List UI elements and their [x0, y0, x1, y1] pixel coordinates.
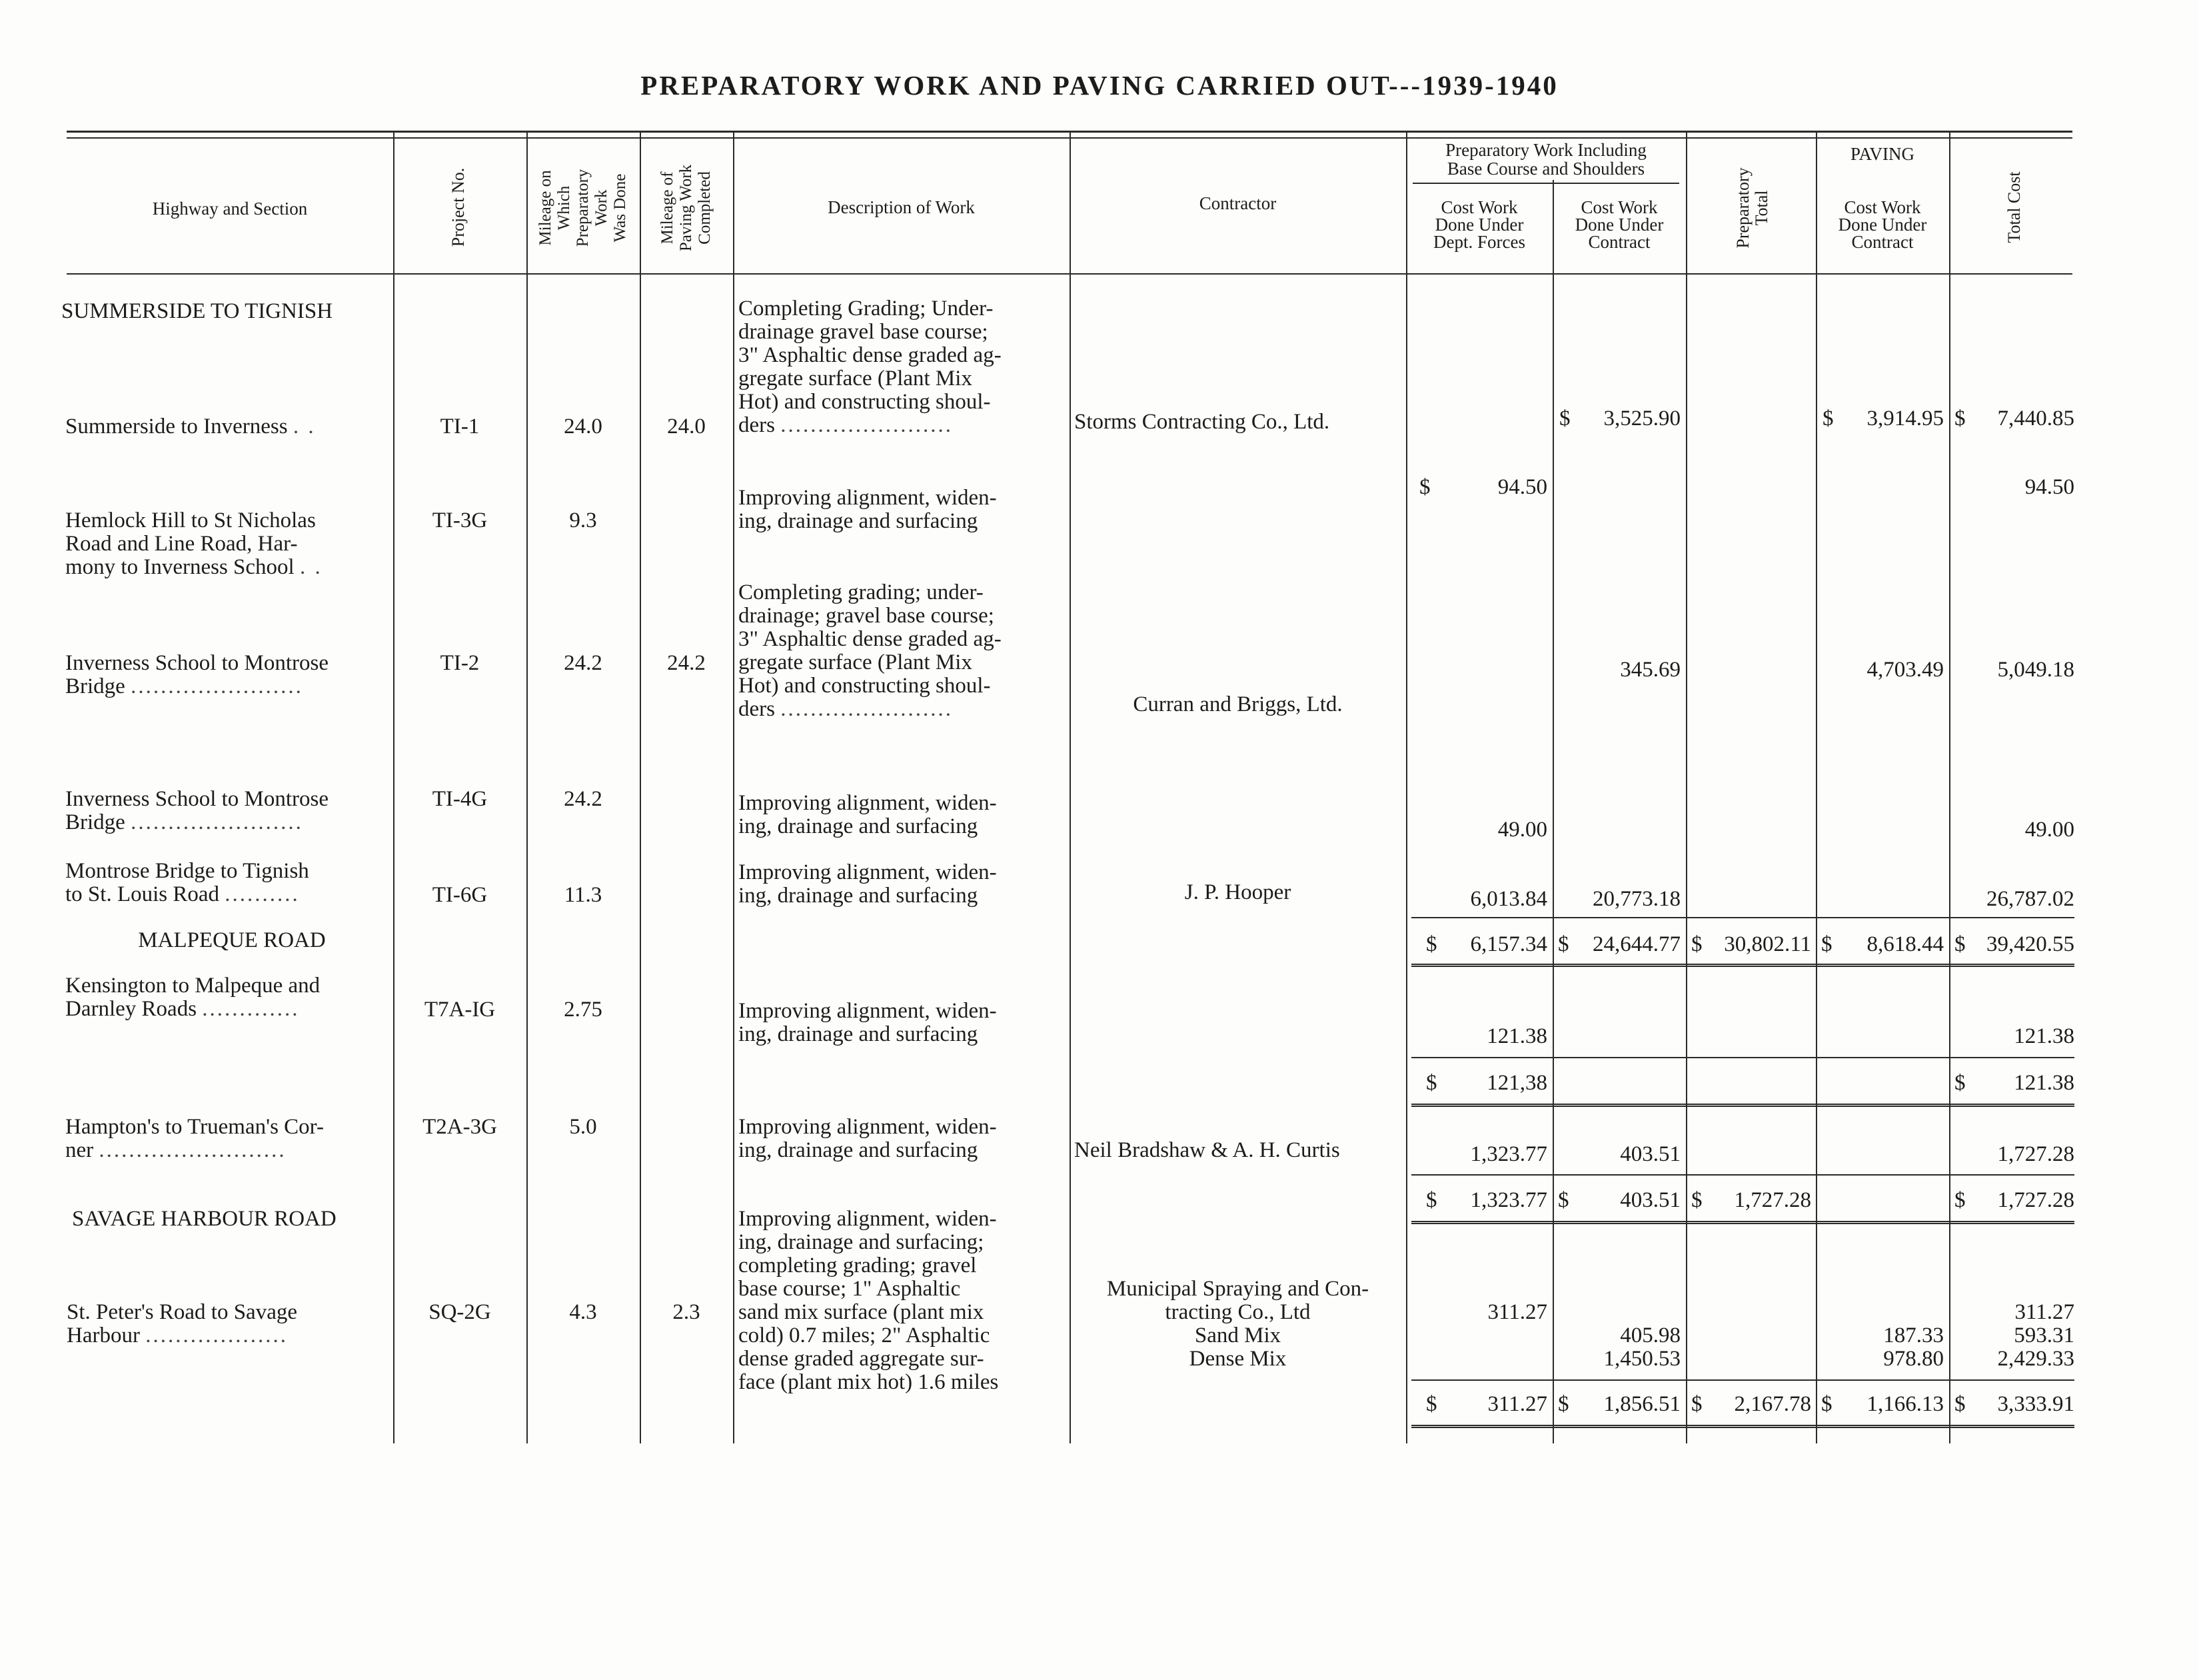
row-highway: [65, 415, 316, 438]
description-line: face (plant mix hot) 1.6 miles: [738, 1370, 999, 1394]
description-last: ders: [738, 413, 775, 437]
description-line: ing, drainage and surfacing: [738, 1022, 978, 1046]
highway-line: St. Peter's Road to Savage: [67, 1300, 297, 1324]
project-no: T7A-IG: [424, 998, 496, 1022]
mileage-prep: 24.0: [564, 415, 602, 438]
mileage-paving: 24.0: [667, 415, 706, 438]
dollar-sign: $: [1558, 1188, 1569, 1212]
leader-dots: . .: [293, 415, 316, 438]
description-line: base course; 1" Asphaltic: [738, 1277, 961, 1301]
header-paving-3: Contract: [1851, 232, 1914, 252]
header-contract-1: Cost Work: [1581, 197, 1658, 217]
leader-dots: .......................: [131, 674, 303, 698]
leader-dots: .......................: [780, 413, 953, 437]
subtotal-contract: 1,856.51: [1603, 1392, 1681, 1416]
highway-line: [65, 998, 320, 1021]
total-cost: 94.50: [2024, 475, 2074, 499]
total-cost: 5,049.18: [1997, 658, 2074, 682]
subtotal-prep-total: 1,727.28: [1734, 1188, 1811, 1212]
header-dept-3: Dept. Forces: [1433, 232, 1525, 252]
mileage-prep: 24.2: [564, 787, 602, 811]
header-mileage-prep-2: Which: [555, 185, 573, 231]
project-no: TI-1: [440, 415, 480, 438]
contractor-line: tracting Co., Ltd: [1165, 1300, 1311, 1324]
dollar-sign: $: [1954, 1392, 1966, 1416]
description-line: ing, drainage and surfacing: [738, 884, 978, 908]
cost-paving-dense: 978.80: [1883, 1347, 1944, 1371]
dollar-sign: $: [1954, 407, 1966, 430]
total-cost: 7,440.85: [1997, 407, 2074, 430]
description-line: Completing Grading; Under-: [738, 297, 994, 321]
cost-contract-sand: 405.98: [1620, 1323, 1681, 1347]
subtotal-dept: 6,157.34: [1470, 932, 1547, 956]
leader-dots: ..........: [225, 882, 300, 906]
description-line: drainage; gravel base course;: [738, 604, 994, 628]
leader-dots: .......................: [131, 810, 303, 834]
highway-line: [65, 811, 329, 834]
description-line: gregate surface (Plant Mix: [738, 650, 972, 674]
dollar-sign: $: [1821, 1392, 1832, 1416]
leader-dots: .........................: [99, 1138, 287, 1162]
description-line: gregate surface (Plant Mix: [738, 367, 972, 391]
highway-last: Darnley Roads: [65, 997, 197, 1021]
dollar-sign: $: [1426, 1071, 1437, 1095]
subtotal-dept: 121,38: [1487, 1071, 1547, 1095]
total-cost: 1,727.28: [1997, 1142, 2074, 1166]
col-divider: [1686, 131, 1687, 1443]
row-highway: [67, 1301, 297, 1347]
row-highway: [65, 788, 329, 834]
page-title: PREPARATORY WORK AND PAVING CARRIED OUT---1939-1940: [640, 70, 1559, 101]
cost-contract: 345.69: [1620, 658, 1681, 682]
project-no: TI-4G: [432, 787, 488, 811]
description-line: Improving alignment, widen-: [738, 860, 997, 884]
subtotal-rule: [1411, 1057, 2074, 1058]
col-divider: [1553, 180, 1554, 1443]
cost-paving: 3,914.95: [1866, 407, 1944, 430]
header-paving-2: Done Under: [1838, 215, 1927, 235]
header-prep-total-2: Total: [1752, 190, 1771, 226]
header-mileage-paving-2: Paving Work: [677, 164, 695, 252]
header-mileage-paving-3: Completed: [696, 171, 714, 245]
cost-dept: 311.27: [1487, 1300, 1547, 1324]
description-text: [738, 861, 997, 908]
dollar-sign: $: [1426, 1392, 1437, 1416]
header-highway: Highway and Section: [152, 199, 308, 219]
subtotal-double-rule: [1411, 1425, 2074, 1428]
description-line: completing grading; gravel: [738, 1254, 977, 1277]
subtotal-double-rule: [1411, 964, 2074, 967]
total-cost: 2,429.33: [1997, 1347, 2074, 1371]
project-no: TI-3G: [432, 508, 488, 532]
description-line: Improving alignment, widen-: [738, 999, 997, 1023]
header-contract-2: Done Under: [1575, 215, 1664, 235]
subtotal-paving: 1,166.13: [1866, 1392, 1944, 1416]
contractor-line: Sand Mix: [1194, 1323, 1281, 1347]
description-line: [738, 698, 1002, 721]
subtotal-total: 1,727.28: [1997, 1188, 2074, 1212]
mileage-paving: 2.3: [672, 1300, 700, 1324]
cost-contract: 20,773.18: [1593, 887, 1681, 911]
highway-line: Hemlock Hill to St Nicholas: [65, 508, 316, 532]
header-dept-1: Cost Work: [1441, 197, 1518, 217]
highway-line: Kensington to Malpeque and: [65, 974, 321, 998]
subtotal-dept: 1,323.77: [1470, 1188, 1547, 1212]
mileage-prep: 4.3: [569, 1300, 597, 1324]
dollar-sign: $: [1559, 407, 1571, 430]
description-line: cold) 0.7 miles; 2" Asphaltic: [738, 1323, 990, 1347]
description-text: [738, 1000, 997, 1046]
header-mileage-prep-3: Preparatory: [574, 169, 592, 247]
subtotal-total: 3,333.91: [1997, 1392, 2074, 1416]
mileage-prep: 24.2: [564, 651, 602, 675]
highway-line: Hampton's to Trueman's Cor-: [65, 1115, 324, 1139]
highway-line: [65, 883, 309, 906]
description-line: Hot) and constructing shoul-: [738, 674, 991, 698]
row-highway: [65, 860, 309, 906]
leader-dots: .............: [202, 997, 300, 1021]
row-highway: [65, 652, 329, 698]
cost-dept: 121.38: [1487, 1024, 1547, 1048]
subtotal-prep-total: 2,167.78: [1734, 1392, 1811, 1416]
highway-text: Summerside to Inverness: [65, 415, 288, 438]
section-title: MALPEQUE ROAD: [138, 928, 326, 952]
header-prep-group-2: Base Course and Shoulders: [1447, 159, 1645, 179]
subtotal-rule: [1411, 1379, 2074, 1381]
cost-paving-sand: 187.33: [1883, 1323, 1944, 1347]
col-divider: [526, 131, 528, 1443]
header-total-cost: Total Cost: [2004, 171, 2024, 243]
description-line: Completing grading; under-: [738, 580, 984, 604]
header-contractor: Contractor: [1199, 193, 1277, 213]
col-divider: [640, 131, 641, 1443]
description-line: drainage gravel base course;: [738, 320, 988, 344]
cost-contract: 403.51: [1620, 1142, 1681, 1166]
description-line: ing, drainage and surfacing: [738, 814, 978, 838]
dollar-sign: $: [1419, 475, 1431, 499]
highway-line: Road and Line Road, Har-: [65, 532, 298, 556]
total-cost: 593.31: [2014, 1323, 2074, 1347]
dollar-sign: $: [1426, 932, 1437, 956]
highway-line: Inverness School to Montrose: [65, 651, 329, 675]
highway-last: Bridge: [65, 674, 125, 698]
dollar-sign: $: [1558, 1392, 1569, 1416]
contractor-line: Dense Mix: [1189, 1347, 1287, 1371]
header-mileage-prep: [533, 148, 633, 268]
mileage-prep: 5.0: [569, 1115, 597, 1139]
dollar-sign: $: [1954, 1188, 1966, 1212]
description-last: ders: [738, 697, 775, 721]
description-text: [738, 581, 1002, 721]
total-cost: 26,787.02: [1986, 887, 2074, 911]
section-title: SAVAGE HARBOUR ROAD: [72, 1207, 337, 1231]
col-divider: [733, 131, 734, 1443]
description-line: ing, drainage and surfacing;: [738, 1230, 984, 1254]
description-line: Improving alignment, widen-: [738, 1115, 997, 1139]
col-divider: [1816, 131, 1817, 1443]
cost-contract-dense: 1,450.53: [1603, 1347, 1681, 1371]
subtotal-paving: 8,618.44: [1866, 932, 1944, 956]
subtotal-total: 121.38: [2014, 1071, 2074, 1095]
header-mileage-paving-1: Mileage of: [658, 171, 676, 245]
subtotal-total: 39,420.55: [1986, 932, 2074, 956]
dollar-sign: $: [1426, 1188, 1437, 1212]
header-contract-3: Contract: [1588, 232, 1651, 252]
mileage-prep: 9.3: [569, 508, 597, 532]
subtotal-contract: 403.51: [1620, 1188, 1681, 1212]
cost-contract: 3,525.90: [1603, 407, 1681, 430]
subtotal-rule: [1411, 1174, 2074, 1176]
mileage-paving: 24.2: [667, 651, 706, 675]
col-divider: [393, 131, 394, 1443]
header-paving-1: Cost Work: [1844, 197, 1921, 217]
description-line: 3" Asphaltic dense graded ag-: [738, 343, 1002, 367]
header-prep-group-1: Preparatory Work Including: [1445, 140, 1647, 160]
header-mileage-prep-1: Mileage on: [536, 170, 554, 246]
section-title: SUMMERSIDE TO TIGNISH: [61, 299, 333, 323]
highway-line: [65, 675, 329, 698]
dollar-sign: $: [1691, 1392, 1703, 1416]
description-text: [738, 792, 997, 838]
project-no: T2A-3G: [422, 1115, 497, 1139]
dollar-sign: $: [1821, 932, 1832, 956]
highway-line: [65, 1139, 324, 1162]
highway-last: ner: [65, 1138, 94, 1162]
prep-group-rule: [1413, 183, 1679, 184]
header-prep-total-1: Preparatory: [1733, 167, 1753, 249]
highway-line: [67, 1324, 297, 1347]
highway-line: Montrose Bridge to Tignish: [65, 859, 309, 883]
col-divider: [1949, 131, 1950, 1443]
description-line: ing, drainage and surfacing: [738, 509, 978, 533]
header-mileage-prep-4: Work: [592, 189, 610, 227]
cost-dept: 94.50: [1497, 475, 1547, 499]
project-no: SQ-2G: [428, 1300, 491, 1324]
header-mileage-prep-5: Was Done: [611, 173, 629, 243]
total-cost: 49.00: [2024, 818, 2074, 842]
dollar-sign: $: [1691, 1188, 1703, 1212]
mileage-prep: 11.3: [564, 883, 602, 907]
description-line: dense graded aggregate sur-: [738, 1347, 984, 1371]
leader-dots: . .: [299, 555, 323, 579]
description-line: Improving alignment, widen-: [738, 486, 997, 510]
contractor-line: Municipal Spraying and Con-: [1106, 1277, 1369, 1301]
description-line: Improving alignment, widen-: [738, 791, 997, 815]
project-no: TI-6G: [432, 883, 488, 907]
header-dept-2: Done Under: [1435, 215, 1524, 235]
dollar-sign: $: [1823, 407, 1834, 430]
leader-dots: .......................: [780, 697, 953, 721]
total-cost: 311.27: [2014, 1300, 2074, 1324]
contractor-name: J. P. Hooper: [1184, 880, 1291, 904]
cost-dept: 1,323.77: [1470, 1142, 1547, 1166]
description-line: [738, 414, 1002, 437]
row-highway: [65, 974, 320, 1021]
total-cost: 121.38: [2014, 1024, 2074, 1048]
highway-last: Harbour: [67, 1323, 140, 1347]
description-text: [738, 486, 997, 533]
contractor-name: Storms Contracting Co., Ltd.: [1074, 410, 1330, 434]
dollar-sign: $: [1558, 932, 1569, 956]
highway-last: Bridge: [65, 810, 125, 834]
header-paving-group: PAVING: [1850, 144, 1915, 164]
cost-paving: 4,703.49: [1866, 658, 1944, 682]
row-highway: [65, 509, 323, 579]
subtotal-double-rule: [1411, 1104, 2074, 1107]
highway-last: to St. Louis Road: [65, 882, 220, 906]
dollar-sign: $: [1954, 1071, 1966, 1095]
description-line: 3" Asphaltic dense graded ag-: [738, 627, 1002, 651]
description-line: Improving alignment, widen-: [738, 1207, 997, 1231]
project-no: TI-2: [440, 651, 480, 675]
contractor-name: Curran and Briggs, Ltd.: [1133, 692, 1343, 716]
dollar-sign: $: [1691, 932, 1703, 956]
subtotal-prep-total: 30,802.11: [1724, 932, 1811, 956]
subtotal-contract: 24,644.77: [1593, 932, 1681, 956]
mileage-prep: 2.75: [564, 998, 602, 1022]
header-prep-total: [1693, 148, 1813, 268]
description-text: [738, 297, 1002, 437]
subtotal-rule: [1411, 917, 2074, 918]
dollar-sign: $: [1954, 932, 1966, 956]
highway-line: Inverness School to Montrose: [65, 787, 329, 811]
description-line: sand mix surface (plant mix: [738, 1300, 984, 1324]
highway-last: mony to Inverness School: [65, 555, 295, 579]
subtotal-dept: 311.27: [1487, 1392, 1547, 1416]
header-project: Project No.: [448, 167, 468, 247]
description-line: Hot) and constructing shoul-: [738, 390, 991, 414]
col-divider: [1406, 131, 1407, 1443]
header-description: Description of Work: [828, 197, 975, 217]
highway-line: [65, 556, 323, 579]
cost-dept: 49.00: [1497, 818, 1547, 842]
subtotal-double-rule: [1411, 1221, 2074, 1224]
description-line: ing, drainage and surfacing: [738, 1138, 978, 1162]
contractor-name: Neil Bradshaw & A. H. Curtis: [1074, 1138, 1340, 1162]
description-text: [738, 1208, 998, 1394]
header-mileage-paving: [646, 148, 726, 268]
cost-dept: 6,013.84: [1470, 887, 1547, 911]
col-divider: [1070, 131, 1071, 1443]
row-highway: [65, 1116, 324, 1162]
contractor-block: [1070, 1277, 1406, 1371]
description-text: [738, 1116, 997, 1162]
leader-dots: ...................: [145, 1323, 288, 1347]
